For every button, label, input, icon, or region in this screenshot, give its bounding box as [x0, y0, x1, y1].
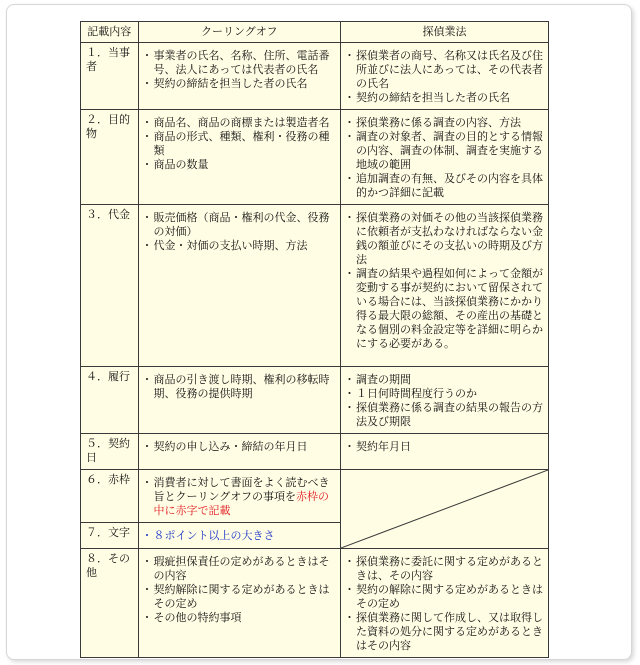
table-row [81, 434, 549, 470]
row-label: ２．目的物 [81, 110, 139, 205]
list-item: ・ 調査の期間 [346, 373, 543, 387]
table-row [81, 110, 549, 205]
list-item: ・ 探偵業務に係る調査の結果の報告の方法及び期限 [346, 401, 543, 429]
empty-diagonal-cell [340, 470, 548, 549]
header-detective-law: 探偵業法 [340, 22, 548, 43]
row-label: ３．代金 [81, 205, 139, 367]
header-cooling-off: クーリングオフ [138, 22, 340, 43]
cooling-off-cell [138, 43, 340, 110]
list-item: ・ 契約年月日 [346, 440, 543, 454]
table-row [81, 470, 549, 523]
list-item: ・ 探偵業者の商号、名称又は氏名及び住所並びに法人にあっては、その代表者の氏名 [346, 49, 543, 91]
list-item: ・ 契約の申し込み・締結の年月日 [144, 440, 335, 454]
cooling-off-cell [138, 434, 340, 470]
row-label: ５．契約日 [81, 434, 139, 470]
diagonal-line [341, 470, 548, 548]
detective-cell [340, 205, 548, 367]
list-item: ・ 瑕疵担保責任の定めがあるときはその内容 [144, 555, 335, 583]
table-row [81, 205, 549, 367]
row-label: ８．その他 [81, 549, 139, 658]
detective-cell [340, 43, 548, 110]
list-item: ・ 探偵業務に委託に関する定めがあるときは、その内容 [346, 555, 543, 583]
cooling-off-cell [138, 470, 340, 523]
list-item: ・ 事業者の氏名、名称、住所、電話番号、法人にあっては代表者の氏名 [144, 49, 335, 77]
list-item: ・ 探偵業務の対価その他の当該探偵業務に依頼者が支払わなければならない金銭の額並びにその支払いの時期及び方法 [346, 211, 543, 267]
list-item [144, 476, 335, 518]
list-item: ・ その他の特約事項 [144, 611, 335, 625]
list-item: ・ 販売価格（商品・権利の代金、役務の対価） [144, 211, 335, 239]
detective-cell [340, 549, 548, 658]
red-frame-note: 消費者に対して書面をよく読むべき旨とクーリングオフの事項を [153, 476, 330, 503]
comparison-table [80, 21, 549, 658]
cooling-off-cell [138, 367, 340, 434]
cooling-off-cell [138, 523, 340, 549]
list-item: ・ 契約の締結を担当した者の氏名 [144, 77, 335, 91]
cooling-off-cell [138, 205, 340, 367]
list-item: ・ 商品の引き渡し時期、権利の移転時期、役務の提供時期 [144, 373, 335, 401]
row-label: ７．文字 [81, 523, 139, 549]
header-content: 記載内容 [81, 22, 139, 43]
list-item: ・ 調査の結果や過程如何によって金額が変動する事が契約において留保されている場合には、当該探偵業務にかかり得る最大限の総額、その産出の基礎となる個別の料金設定等を詳細に明らかにする必要がある。 [346, 267, 543, 351]
list-item: ・ １日何時間程度行うのか [346, 387, 543, 401]
row-label: １．当事者 [81, 43, 139, 110]
list-item: ・ 契約の解除に関する定めがあるときはその定め [346, 583, 543, 611]
detective-cell [340, 367, 548, 434]
table-row [81, 43, 549, 110]
list-item: ・ 探偵業務に関して作成し、又は取得した資料の処分に関する定めがあるときはその内容 [346, 611, 543, 653]
list-item: ・ 調査の対象者、調査の目的とする情報の内容、調査の体制、調査を実施する地域の範囲 [346, 130, 543, 172]
table-header-row [81, 22, 549, 43]
cooling-off-cell [138, 549, 340, 658]
row-label: ６．赤枠 [81, 470, 139, 523]
list-item: ・ 代金・対価の支払い時期、方法 [144, 239, 335, 253]
list-item: ・ ８ポイント以上の大きさ [144, 529, 335, 543]
detective-cell [340, 110, 548, 205]
table-row [81, 367, 549, 434]
cooling-off-cell [138, 110, 340, 205]
row-label: ４．履行 [81, 367, 139, 434]
table-row [81, 549, 549, 658]
list-item: ・ 商品の形式、種類、権利・役務の種類 [144, 130, 335, 158]
list-item: ・ 契約の締結を担当した者の氏名 [346, 91, 543, 105]
list-item: ・ 追加調査の有無、及びその内容を具体的かつ詳細に記載 [346, 172, 543, 200]
detective-cell [340, 434, 548, 470]
list-item: ・ 契約解除に関する定めがあるときはその定め [144, 583, 335, 611]
red-emphasis-text: 赤枠の中に赤字で記載 [153, 490, 329, 517]
list-item: ・ 商品名、商品の商標または製造者名 [144, 116, 335, 130]
list-item: ・ 商品の数量 [144, 158, 335, 172]
list-item: ・ 探偵業務に係る調査の内容、方法 [346, 116, 543, 130]
